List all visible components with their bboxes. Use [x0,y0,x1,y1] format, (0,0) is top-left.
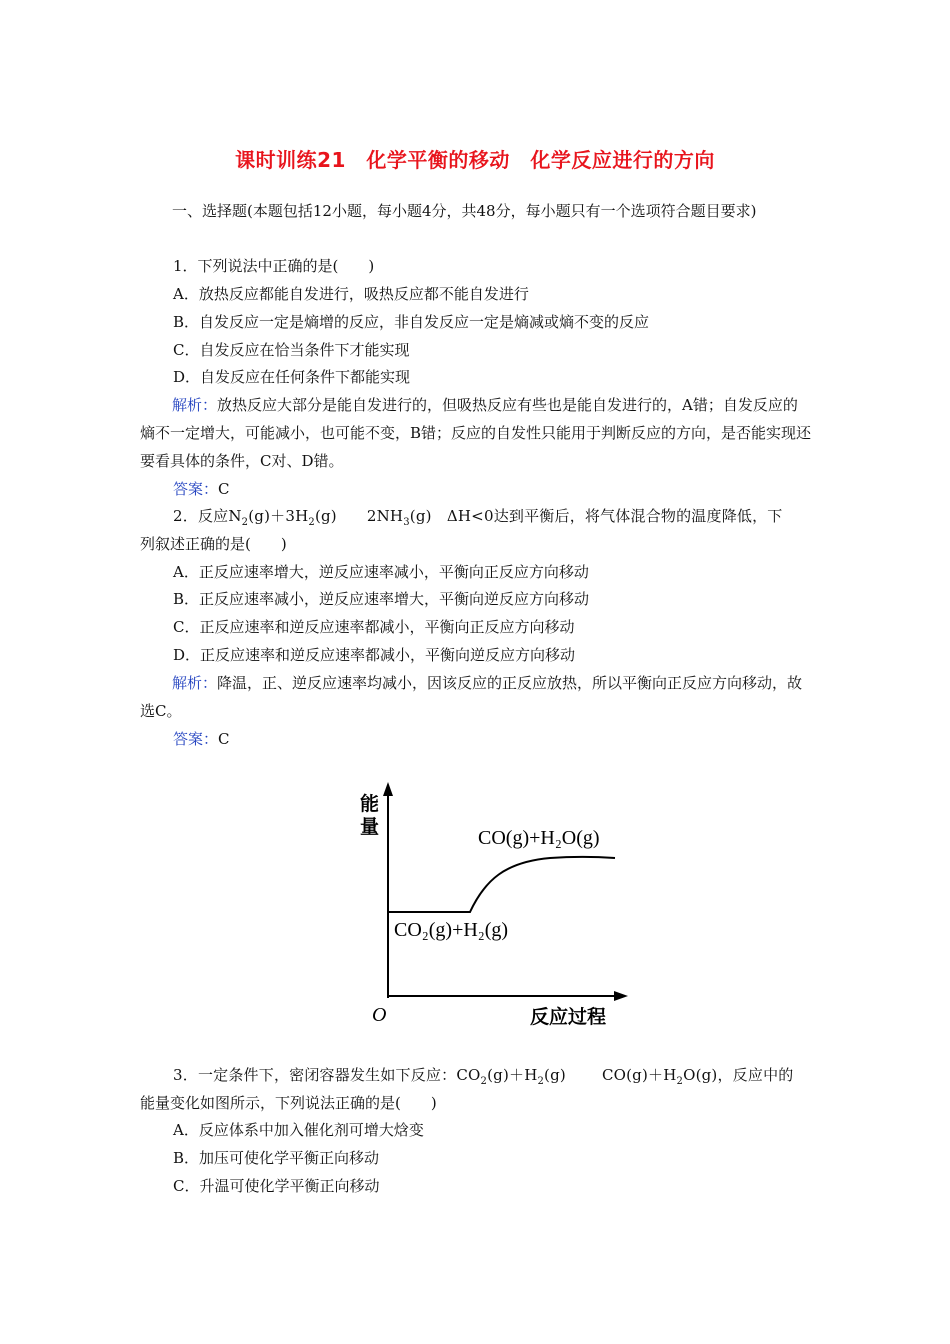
q1-stem: 1．下列说法中正确的是( ) [173,257,375,275]
analysis-label: 解析： [172,396,218,414]
energy-curve [388,857,615,912]
q3-stem-part3: (g) [544,1066,566,1084]
section-heading: 一、选择题(本题包括12小题，每小题4分，共48分，每小题只有一个选项符合题目要求) [172,202,757,220]
q2-option-d: D．正反应速率和逆反应速率都减小，平衡向逆反应方向移动 [173,646,576,664]
origin-label: O [372,1004,387,1026]
product-label: CO(g)+H₂O(g) [478,827,600,849]
q2-stem-part1: 2．反应N [173,507,242,525]
q2-answer-value: C [218,730,230,748]
q1-answer [173,476,230,504]
subscript: 2 [480,1076,488,1087]
y-label-1: 能 [360,794,380,815]
subscript: 3 [403,517,410,528]
subscript: 2 [676,1076,684,1087]
q2-answer [173,726,230,754]
subscript: 2 [241,517,249,528]
q1-answer-value: C [218,480,230,498]
q1-option-b: B．自发反应一定是熵增的反应，非自发反应一定是熵减或熵不变的反应 [173,313,650,331]
answer-label: 答案： [173,480,219,498]
q2-stem-part5: (g) ΔH<0达到平衡后，将气体混合物的温度降低，下 [409,507,783,525]
q3-stem-line2: 能量变化如图所示，下列说法正确的是( ) [140,1094,437,1112]
subscript: 2 [308,517,315,528]
q2-stem-line2: 列叙述正确的是( ) [140,535,287,553]
q3-option-c: C．升温可使化学平衡正向移动 [173,1177,380,1195]
q2-analysis-text: 降温，正、逆反应速率均减小，因该反应的正反应放热，所以平衡向正反应方向移动，故选C。 [140,674,803,720]
q3-stem-part2: (g)＋H [487,1066,538,1084]
q3-stem-part4: CO(g)＋H [601,1066,677,1084]
y-label-2: 量 [360,817,380,838]
q1-option-d: D．自发反应在任何条件下都能实现 [173,368,411,386]
subscript: 2 [537,1076,545,1087]
q3-stem-part5: O(g)，反应中的 [683,1066,794,1084]
page-title: 课时训练21 化学平衡的移动 化学反应进行的方向 [235,148,715,172]
q1-analysis [140,392,812,475]
y-axis-arrow [383,782,393,796]
x-axis-label: 反应过程 [530,1007,607,1028]
q1-option-c: C．自发反应在恰当条件下才能实现 [173,341,410,359]
q1-analysis-text: 放热反应大部分是能自发进行的，但吸热反应有些也是能自发进行的，A错；自发反应的熵不一定增大，可能减小，也可能不变，B错；反应的自发性只能用于判断反应的方向，是否能实现还要看具体的条件，C对、D错。 [140,396,812,470]
x-axis-arrow [614,991,628,1001]
analysis-label: 解析： [172,674,218,692]
energy-diagram [340,770,640,1035]
q2-option-b: B．正反应速率减小，逆反应速率增大，平衡向逆反应方向移动 [173,590,590,608]
q2-option-a: A．正反应速率增大，逆反应速率减小，平衡向正反应方向移动 [173,563,589,581]
reactant-label: CO₂(g)+H₂(g) [394,919,509,941]
q2-stem-part2: (g)＋3H [248,507,309,525]
q3-option-b: B．加压可使化学平衡正向移动 [173,1149,380,1167]
q2-analysis [140,670,812,726]
q2-stem-part3: (g) [314,507,337,525]
answer-label: 答案： [173,730,219,748]
q2-option-c: C．正反应速率和逆反应速率都减小，平衡向正反应方向移动 [173,618,575,636]
q3-stem-part1: 3．一定条件下，密闭容器发生如下反应：CO [173,1066,481,1084]
q1-option-a: A．放热反应都能自发进行，吸热反应都不能自发进行 [173,285,529,303]
q2-stem-part4: 2NH [366,507,404,525]
q3-option-a: A．反应体系中加入催化剂可增大焓变 [173,1121,424,1139]
